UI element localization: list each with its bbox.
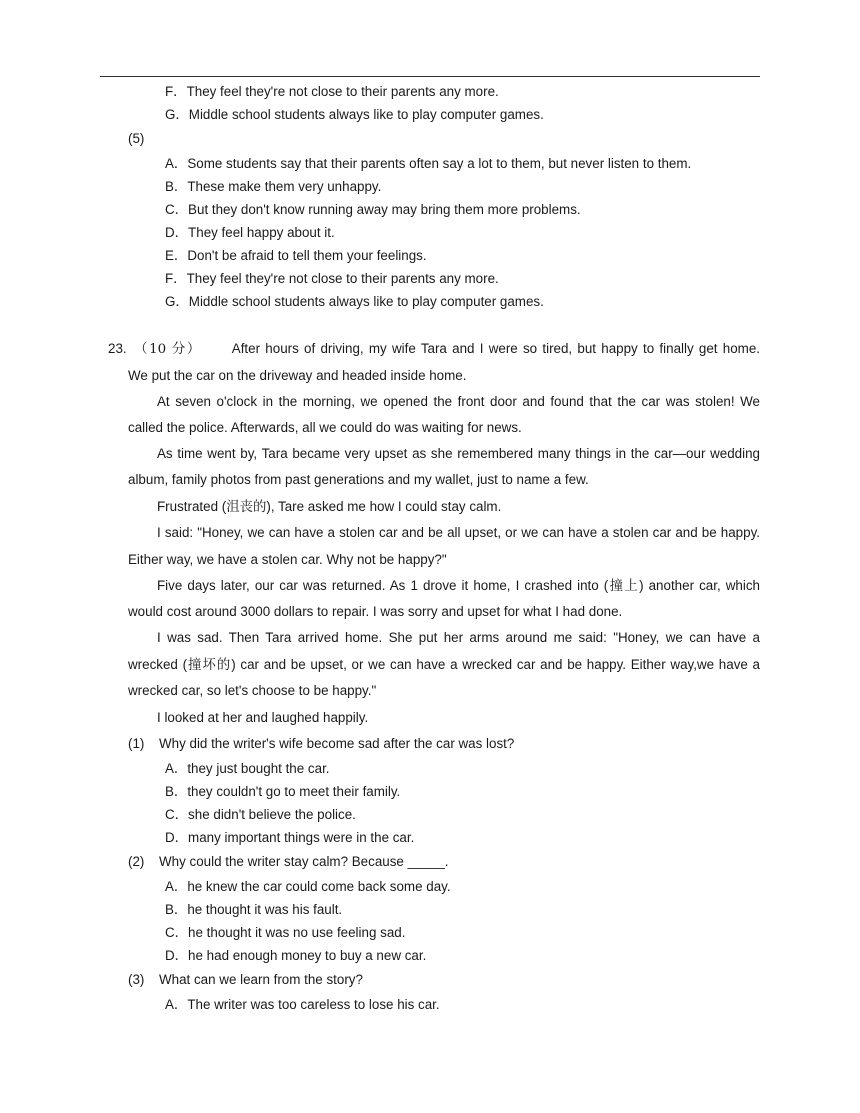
passage-text: Five days later, our car was returned. As 1 drove it home, I crashed into ( xyxy=(157,578,609,593)
option-d: D．They feel happy about it. xyxy=(165,225,335,240)
passage-line: I was sad. Then Tara arrived home. She put her arms around me said: "Honey, we can have a xyxy=(157,630,760,645)
passage-line xyxy=(128,657,760,674)
option-c: C．But they don't know running away may bring them more problems. xyxy=(165,202,581,217)
option-a: A．they just bought the car. xyxy=(165,761,330,776)
subquestion-label: (2) xyxy=(128,854,145,869)
header-rule xyxy=(100,76,760,77)
question-23-header xyxy=(108,341,760,358)
option-c: C．he thought it was no use feeling sad. xyxy=(165,925,406,940)
passage-line: called the police. Afterwards, all we could do was waiting for news. xyxy=(128,420,522,435)
passage-text: wrecked ( xyxy=(128,657,188,672)
subquestion-label: (1) xyxy=(128,736,145,751)
passage-line: As time went by, Tara became very upset as she remembered many things in the car—our wedding xyxy=(157,446,760,461)
passage-line: would cost around 3000 dollars to repair. I was sorry and upset for what I had done. xyxy=(128,604,623,619)
passage-line: Either way, we have a stolen car. Why not be happy?" xyxy=(128,552,447,567)
option-a: A．he knew the car could come back some day. xyxy=(165,879,451,894)
passage-line: At seven o'clock in the morning, we opened the front door and found that the car was stolen! We xyxy=(157,394,760,409)
option-b: B．they couldn't go to meet their family. xyxy=(165,784,401,799)
option-a: A．The writer was too careless to lose his car. xyxy=(165,997,440,1012)
passage-line xyxy=(157,578,760,595)
passage-text: ) car and be upset, or we can have a wrecked car and be happy. Either way,we have a xyxy=(231,657,760,672)
passage-text: After hours of driving, my wife Tara and I were so tired, but happy to finally get home. xyxy=(231,341,760,356)
passage-line xyxy=(157,499,501,516)
option-g: G．Middle school students always like to play computer games. xyxy=(165,107,544,122)
option-c: C．she didn't believe the police. xyxy=(165,807,356,822)
subquestion-text: Why did the writer's wife become sad after the car was lost? xyxy=(159,736,515,751)
subquestion-label: (3) xyxy=(128,972,145,987)
option-d: D．many important things were in the car. xyxy=(165,830,415,845)
passage-line: We put the car on the driveway and headed inside home. xyxy=(128,368,467,383)
passage-text: ) another car, which xyxy=(639,578,760,593)
option-a: A．Some students say that their parents often say a lot to them, but never listen to them. xyxy=(165,156,692,171)
question-number: 23. xyxy=(108,341,127,356)
chinese-gloss: 沮丧的 xyxy=(226,500,267,515)
passage-line: I said: "Honey, we can have a stolen car and be all upset, or we can have a stolen car and be happy. xyxy=(157,525,760,540)
subquestion-text: What can we learn from the story? xyxy=(159,972,363,987)
option-b: B．he thought it was his fault. xyxy=(165,902,343,917)
chinese-gloss: 撞坏的 xyxy=(187,658,232,673)
option-f: F．They feel they're not close to their parents any more. xyxy=(165,271,499,286)
option-d: D．he had enough money to buy a new car. xyxy=(165,948,427,963)
passage-line: album, family photos from past generations and my wallet, just to name a few. xyxy=(128,472,589,487)
chinese-gloss: 撞上 xyxy=(608,579,640,594)
question-points: （10 分） xyxy=(132,342,202,357)
passage-line: I looked at her and laughed happily. xyxy=(157,710,369,725)
subquestion-label: (5) xyxy=(128,131,145,146)
option-f: F．They feel they're not close to their parents any more. xyxy=(165,84,499,99)
subquestion-text: Why could the writer stay calm? Because _____. xyxy=(159,854,449,869)
passage-text: ), Tare asked me how I could stay calm. xyxy=(266,499,502,514)
passage-text: Frustrated ( xyxy=(157,499,227,514)
option-e: E．Don't be afraid to tell them your feelings. xyxy=(165,248,427,263)
option-b: B．These make them very unhappy. xyxy=(165,179,382,194)
passage-line: wrecked car, so let's choose to be happy." xyxy=(128,683,377,698)
option-g: G．Middle school students always like to play computer games. xyxy=(165,294,544,309)
